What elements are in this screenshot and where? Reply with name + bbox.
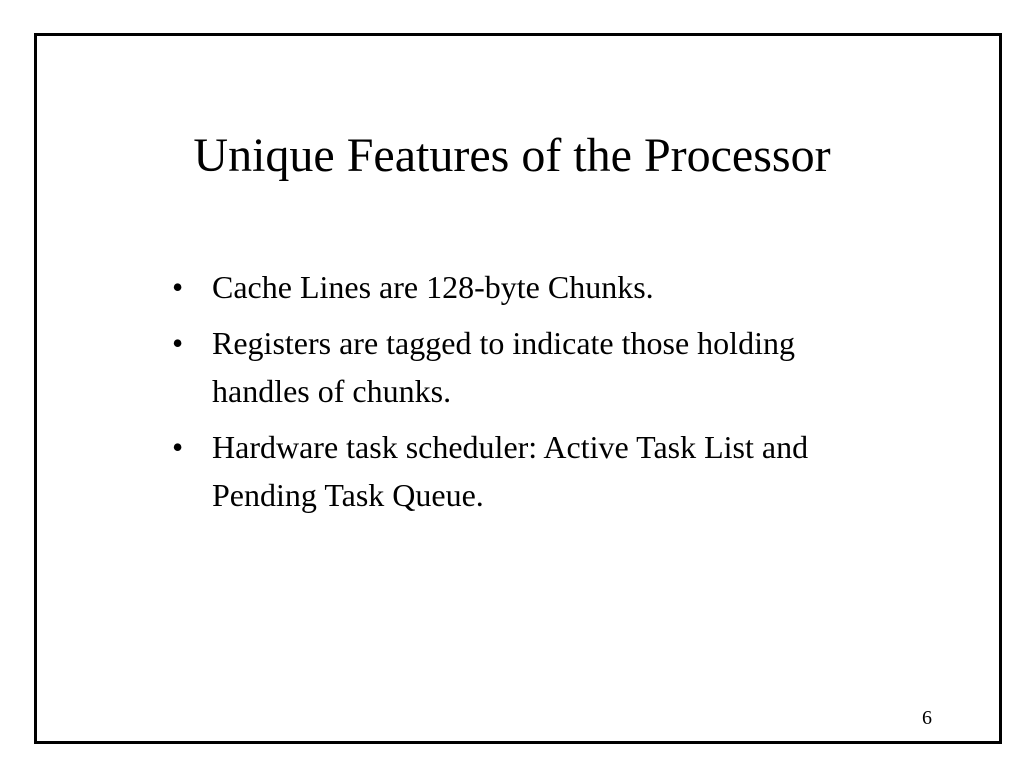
bullet-item [170,423,830,519]
page-number: 6 [922,707,932,729]
bullet-dot-icon: • [172,269,184,305]
bullet-text: Hardware task scheduler: Active Task List and Pending Task Queue. [212,429,809,513]
bullet-text: Cache Lines are 128-byte Chunks. [212,269,654,305]
bullet-item [170,263,830,311]
bullet-item [170,319,830,415]
bullet-text: Registers are tagged to indicate those holding handles of chunks. [212,325,795,409]
slide-title: Unique Features of the Processor [193,129,831,182]
bullet-list [170,263,830,527]
bullet-dot-icon: • [172,325,184,361]
bullet-dot-icon: • [172,429,184,465]
